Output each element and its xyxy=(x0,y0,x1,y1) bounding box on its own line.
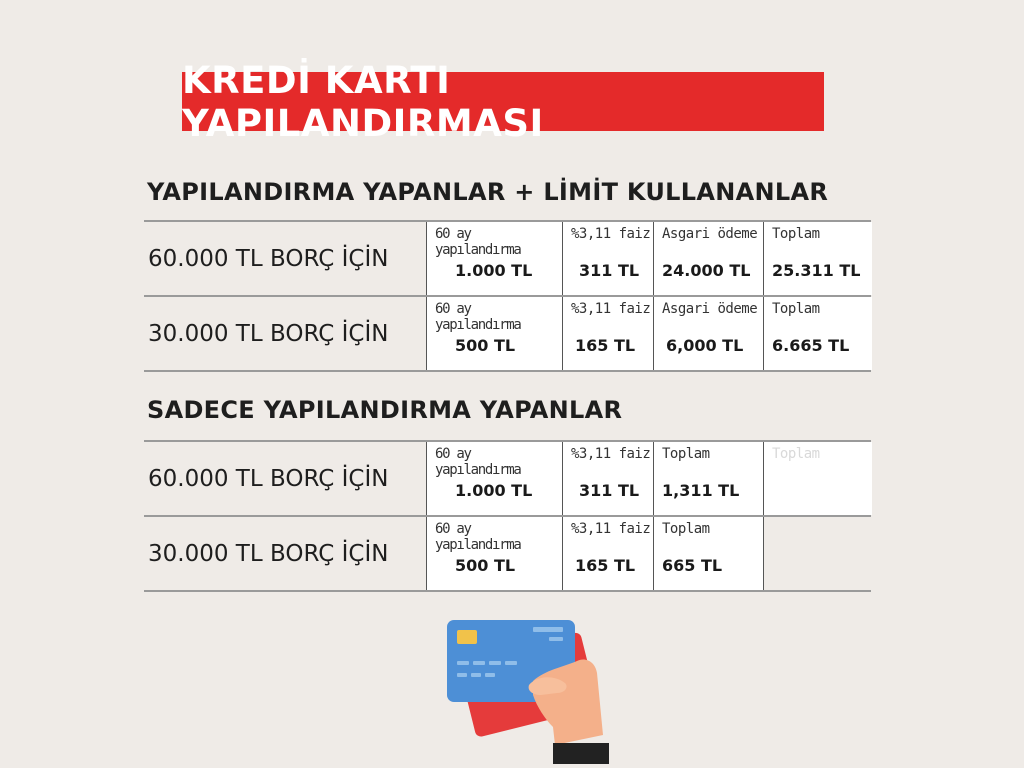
cell-total xyxy=(653,442,764,515)
cell-empty xyxy=(763,442,872,515)
row-label: 60.000 TL BORÇ İÇİN xyxy=(148,245,389,272)
faded-header: Toplam xyxy=(772,446,820,462)
cell-interest xyxy=(562,297,654,370)
cell-installment xyxy=(426,297,563,370)
col-header: Toplam xyxy=(662,521,710,537)
cell-total xyxy=(763,222,872,295)
cell-value: 165 TL xyxy=(575,556,636,575)
cell-interest xyxy=(562,442,654,515)
section-title-restructure-only: SADECE YAPILANDIRMA YAPANLAR xyxy=(147,396,623,424)
table-row xyxy=(144,220,871,295)
page-title: KREDİ KARTI YAPILANDIRMASI xyxy=(182,58,544,145)
col-header: %3,11 faiz xyxy=(571,226,651,242)
cell-min-payment xyxy=(653,222,764,295)
row-label: 60.000 TL BORÇ İÇİN xyxy=(148,465,389,492)
cell-installment xyxy=(426,517,563,590)
cell-total xyxy=(763,297,872,370)
table-row xyxy=(144,440,871,515)
col-header: Toplam xyxy=(662,446,710,462)
section-title-limit-users: YAPILANDIRMA YAPANLAR + LİMİT KULLANANLAR xyxy=(147,178,829,206)
cell-empty xyxy=(763,517,872,590)
cell-interest xyxy=(562,517,654,590)
cell-value: 311 TL xyxy=(579,261,640,280)
credit-card-in-hand-icon xyxy=(445,615,615,764)
row-label: 30.000 TL BORÇ İÇİN xyxy=(148,320,389,347)
cell-value: 165 TL xyxy=(575,336,636,355)
cell-value: 6,000 TL xyxy=(666,336,744,355)
page-title-banner xyxy=(182,58,824,145)
cell-installment xyxy=(426,222,563,295)
cell-min-payment xyxy=(653,297,764,370)
cell-value: 500 TL xyxy=(455,556,516,575)
col-header: 60 ay yapılandırma xyxy=(435,521,521,553)
cell-value: 24.000 TL xyxy=(662,261,751,280)
col-header: 60 ay yapılandırma xyxy=(435,226,521,258)
cell-installment xyxy=(426,442,563,515)
row-label: 30.000 TL BORÇ İÇİN xyxy=(148,540,389,567)
col-header: Asgari ödeme xyxy=(662,226,758,242)
col-header: %3,11 faiz xyxy=(571,301,651,317)
col-header: Toplam xyxy=(772,226,820,242)
cell-total xyxy=(653,517,764,590)
table-restructure-only xyxy=(144,440,871,592)
cell-value: 500 TL xyxy=(455,336,516,355)
cell-value: 1,311 TL xyxy=(662,481,740,500)
col-header: Asgari ödeme xyxy=(662,301,758,317)
table-row xyxy=(144,515,871,592)
cell-value: 6.665 TL xyxy=(772,336,850,355)
col-header: Toplam xyxy=(772,301,820,317)
col-header: %3,11 faiz xyxy=(571,446,651,462)
cell-value: 1.000 TL xyxy=(455,481,533,500)
cell-interest xyxy=(562,222,654,295)
cell-value: 25.311 TL xyxy=(772,261,861,280)
cell-value: 311 TL xyxy=(579,481,640,500)
cell-value: 665 TL xyxy=(662,556,723,575)
col-header: %3,11 faiz xyxy=(571,521,651,537)
col-header: 60 ay yapılandırma xyxy=(435,446,521,478)
table-row xyxy=(144,295,871,372)
cell-value: 1.000 TL xyxy=(455,261,533,280)
col-header: 60 ay yapılandırma xyxy=(435,301,521,333)
table-limit-users xyxy=(144,220,871,372)
